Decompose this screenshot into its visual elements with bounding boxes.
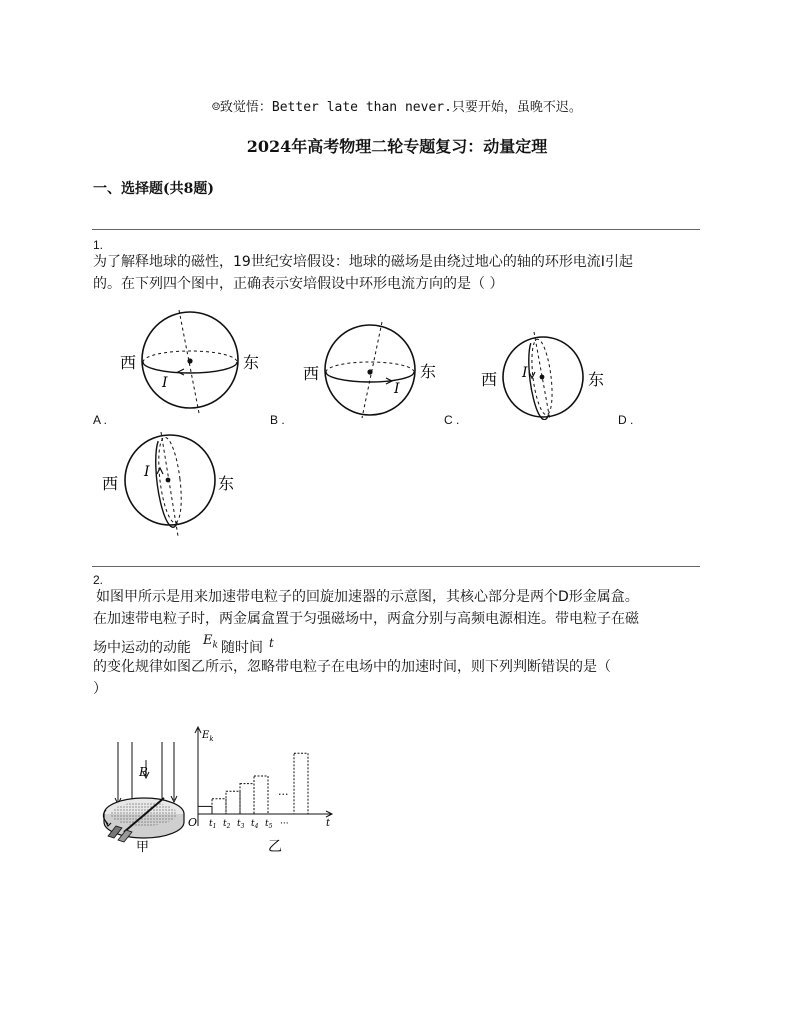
line-3-text: 场中运动的动能	[93, 640, 191, 656]
east-label: 东	[218, 474, 235, 493]
question-2-line-4: 的变化规律如图乙所示，忽略带电粒子在电场中的加速时间，则下列判断错误的是（	[93, 659, 611, 675]
current-loop-front	[152, 440, 178, 528]
east-label: 东	[420, 362, 437, 381]
question-1-line-1: 为了解释地球的磁性，19世纪安培假设：地球的磁场是由绕过地心的轴的环形电流I引起	[93, 254, 633, 270]
east-label: 东	[588, 370, 605, 389]
axis-line	[362, 322, 382, 418]
axis-line	[161, 432, 178, 536]
divider	[92, 566, 700, 567]
current-loop-front	[526, 342, 550, 420]
ek-bar	[294, 753, 308, 814]
west-label: 西	[303, 364, 320, 383]
tick-label: $t_3$	[237, 819, 245, 830]
east-label: 东	[243, 353, 260, 372]
option-c-label[interactable]: C .	[444, 413, 460, 427]
bar-ellipsis: ···	[278, 788, 289, 801]
question-1-text	[93, 251, 703, 295]
west-label: 西	[120, 353, 137, 372]
question-2-line-3	[93, 630, 703, 656]
option-d-label[interactable]: D .	[618, 413, 634, 427]
motto: ☺致觉悟：Better late than never.只要开始，虽晚不迟。	[212, 100, 582, 115]
earth-center-dot	[540, 375, 545, 380]
current-label: I	[522, 365, 528, 381]
y-axis-label: $E_k$	[202, 730, 214, 743]
current-label: I	[394, 381, 400, 397]
option-b-label[interactable]: B .	[270, 413, 285, 427]
question-1-line-2: 的。在下列四个图中，正确表示安培假设中环形电流方向的是（ ）	[93, 276, 504, 292]
question-2-number: 2.	[93, 573, 104, 587]
question-1-number: 1.	[93, 238, 104, 252]
earth-center-dot	[187, 358, 192, 363]
earth-center-dot	[367, 369, 372, 374]
t-symbol: t	[269, 636, 274, 650]
ek-time-chart	[186, 726, 336, 856]
tick-label: $t_1$	[209, 819, 217, 830]
tick-label: $t_5$	[265, 819, 273, 830]
divider	[92, 229, 700, 230]
option-d-figure	[100, 430, 240, 540]
cyclotron-figure	[96, 740, 196, 855]
option-a-label[interactable]: A .	[93, 413, 108, 427]
tick-label: $t_4$	[251, 819, 259, 830]
tick-label: $t_2$	[223, 819, 231, 830]
current-loop-front	[143, 362, 237, 373]
question-2-line-1: 如图甲所示是用来加速带电粒子的回旋加速器的示意图，其核心部分是两个D形金属盒。	[96, 589, 639, 605]
option-c-figure	[478, 330, 608, 420]
current-arrow	[178, 369, 184, 375]
x-axis-label: t	[326, 818, 331, 829]
question-2-line-5: ）	[93, 681, 107, 697]
west-label: 西	[102, 474, 119, 493]
figure-caption-jia: 甲	[136, 840, 150, 855]
field-label: B	[139, 765, 148, 779]
question-2-text	[93, 586, 703, 700]
option-a-figure	[112, 305, 272, 415]
origin-label: O	[188, 816, 198, 829]
earth-center-dot	[166, 478, 171, 483]
ek-bar	[226, 791, 240, 814]
figure-caption-yi: 乙	[268, 839, 282, 855]
west-label: 西	[481, 370, 498, 389]
section-heading: 一、选择题(共8题)	[93, 181, 214, 197]
ek-symbol: $E_k$	[203, 633, 218, 651]
ek-bar	[198, 806, 212, 814]
current-label: I	[162, 375, 168, 391]
ek-bar	[240, 784, 254, 814]
ek-bar	[212, 799, 226, 814]
ek-bar	[254, 776, 268, 814]
line-3-text-b: 随时间	[221, 640, 263, 656]
current-label: I	[144, 464, 150, 480]
tick-ellipsis: ···	[280, 819, 289, 829]
question-2-line-2: 在加速带电粒子时，两金属盒置于匀强磁场中，两盒分别与高频电源相连。带电粒子在磁	[93, 611, 639, 627]
page-title: 2024年高考物理二轮专题复习：动量定理	[246, 137, 548, 156]
option-b-figure	[300, 320, 440, 420]
current-arrow	[157, 468, 163, 474]
